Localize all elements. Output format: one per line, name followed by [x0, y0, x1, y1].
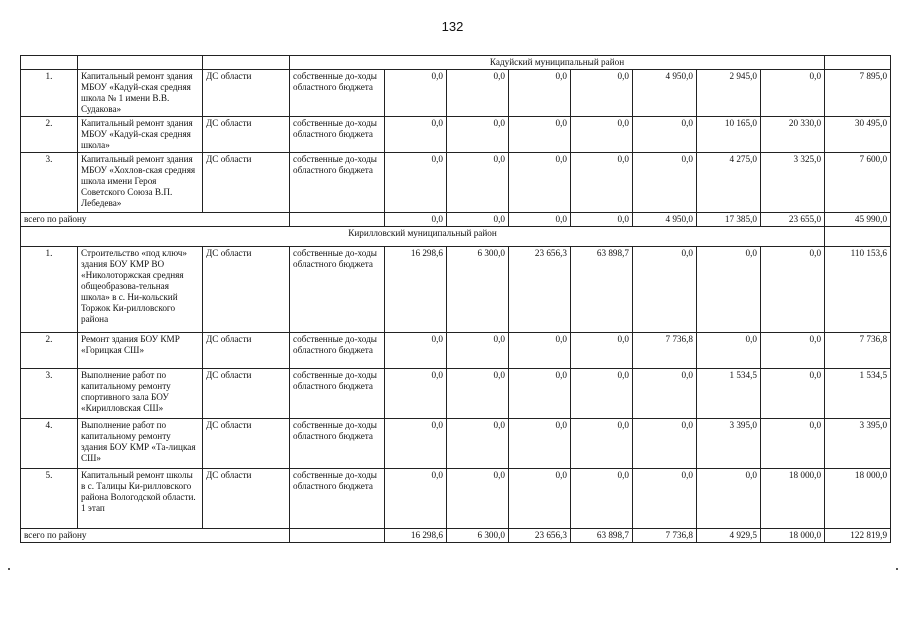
value-cell: 18 000,0: [825, 469, 891, 529]
value-cell: 0,0: [509, 117, 571, 153]
total-cell: 45 990,0: [825, 213, 891, 227]
value-cell: 0,0: [509, 153, 571, 213]
funding-source: собственные до-ходы областного бюджета: [290, 247, 385, 333]
value-cell: 0,0: [385, 419, 447, 469]
value-cell: 7 895,0: [825, 70, 891, 117]
district-total-row: [21, 213, 891, 227]
value-cell: 1 534,5: [697, 369, 761, 419]
object-name: Капитальный ремонт здания МБОУ «Кадуй-ская средняя школа № 1 имени В.В. Судакова»: [78, 70, 203, 117]
value-cell: 1 534,5: [825, 369, 891, 419]
total-cell: 0,0: [447, 213, 509, 227]
value-cell: 0,0: [509, 419, 571, 469]
total-cell: 17 385,0: [697, 213, 761, 227]
row-number: 2.: [21, 117, 78, 153]
budget-table: [20, 55, 891, 543]
value-cell: 3 395,0: [697, 419, 761, 469]
customer: ДС области: [203, 419, 290, 469]
value-cell: 0,0: [447, 469, 509, 529]
row-number: 1.: [21, 247, 78, 333]
value-cell: 110 153,6: [825, 247, 891, 333]
value-cell: 0,0: [385, 369, 447, 419]
value-cell: 0,0: [633, 419, 697, 469]
total-cell: 0,0: [571, 213, 633, 227]
value-cell: 0,0: [633, 247, 697, 333]
total-cell: 0,0: [509, 213, 571, 227]
funding-source: собственные до-ходы областного бюджета: [290, 70, 385, 117]
value-cell: 0,0: [385, 153, 447, 213]
table-row: [21, 419, 891, 469]
district-name: Кадуйский муниципальный район: [290, 56, 825, 70]
value-cell: 7 600,0: [825, 153, 891, 213]
district-name: Кирилловский муниципальный район: [21, 227, 825, 247]
value-cell: 0,0: [761, 247, 825, 333]
value-cell: 0,0: [447, 419, 509, 469]
total-cell: 63 898,7: [571, 529, 633, 543]
table-row: [21, 247, 891, 333]
object-name: Ремонт здания БОУ КМР «Горицкая СШ»: [78, 333, 203, 369]
total-cell: 23 655,0: [761, 213, 825, 227]
funding-source: собственные до-ходы областного бюджета: [290, 117, 385, 153]
value-cell: 0,0: [509, 333, 571, 369]
object-name: Капитальный ремонт здания МБОУ «Хохлов-ская средняя школа имени Героя Советского Союза В.П. Лебедева»: [78, 153, 203, 213]
total-cell: 0,0: [385, 213, 447, 227]
row-number: 5.: [21, 469, 78, 529]
value-cell: 0,0: [571, 333, 633, 369]
total-label: всего по району: [21, 529, 290, 543]
value-cell: 23 656,3: [509, 247, 571, 333]
table-row: [21, 469, 891, 529]
value-cell: 0,0: [761, 333, 825, 369]
value-cell: 30 495,0: [825, 117, 891, 153]
customer: ДС области: [203, 247, 290, 333]
row-number: 3.: [21, 153, 78, 213]
customer: ДС области: [203, 369, 290, 419]
value-cell: 0,0: [385, 70, 447, 117]
value-cell: 20 330,0: [761, 117, 825, 153]
value-cell: 0,0: [447, 153, 509, 213]
table-row: [21, 333, 891, 369]
value-cell: 63 898,7: [571, 247, 633, 333]
value-cell: 0,0: [385, 333, 447, 369]
district-header-row: [21, 227, 891, 247]
value-cell: 0,0: [697, 469, 761, 529]
table-row: [21, 70, 891, 117]
value-cell: 7 736,8: [825, 333, 891, 369]
value-cell: 18 000,0: [761, 469, 825, 529]
value-cell: 0,0: [633, 469, 697, 529]
row-number: 4.: [21, 419, 78, 469]
value-cell: 0,0: [571, 419, 633, 469]
value-cell: 0,0: [571, 70, 633, 117]
district-header-row: [21, 56, 891, 70]
value-cell: 0,0: [633, 369, 697, 419]
table-row: [21, 369, 891, 419]
total-cell: 7 736,8: [633, 529, 697, 543]
value-cell: 16 298,6: [385, 247, 447, 333]
value-cell: 0,0: [697, 247, 761, 333]
row-number: 2.: [21, 333, 78, 369]
value-cell: 0,0: [571, 117, 633, 153]
value-cell: 10 165,0: [697, 117, 761, 153]
table-row: [21, 117, 891, 153]
funding-source: собственные до-ходы областного бюджета: [290, 153, 385, 213]
value-cell: 0,0: [761, 70, 825, 117]
value-cell: 3 325,0: [761, 153, 825, 213]
customer: ДС области: [203, 70, 290, 117]
customer: ДС области: [203, 117, 290, 153]
table-row: [21, 153, 891, 213]
funding-source: собственные до-ходы областного бюджета: [290, 469, 385, 529]
district-total-row: [21, 529, 891, 543]
value-cell: 3 395,0: [825, 419, 891, 469]
row-number: 1.: [21, 70, 78, 117]
total-cell: 4 929,5: [697, 529, 761, 543]
value-cell: 4 275,0: [697, 153, 761, 213]
funding-source: собственные до-ходы областного бюджета: [290, 333, 385, 369]
value-cell: 7 736,8: [633, 333, 697, 369]
total-label: всего по району: [21, 213, 290, 227]
value-cell: 0,0: [509, 369, 571, 419]
row-number: 3.: [21, 369, 78, 419]
customer: ДС области: [203, 469, 290, 529]
value-cell: 0,0: [447, 117, 509, 153]
object-name: Строительство «под ключ» здания БОУ КМР ВО «Николоторжская средняя общеобразова-тельная школа» в с. Ни-кольский Торжок Ки-рилловского района: [78, 247, 203, 333]
scan-mark: [8, 568, 10, 570]
value-cell: 0,0: [385, 469, 447, 529]
page-number: 132: [441, 19, 464, 34]
scan-mark: [896, 568, 898, 570]
value-cell: 2 945,0: [697, 70, 761, 117]
value-cell: 0,0: [385, 117, 447, 153]
value-cell: 0,0: [633, 153, 697, 213]
total-cell: 6 300,0: [447, 529, 509, 543]
value-cell: 0,0: [571, 469, 633, 529]
value-cell: 0,0: [571, 369, 633, 419]
funding-source: собственные до-ходы областного бюджета: [290, 419, 385, 469]
value-cell: 0,0: [633, 117, 697, 153]
value-cell: 0,0: [761, 369, 825, 419]
customer: ДС области: [203, 333, 290, 369]
object-name: Выполнение работ по капитальному ремонту спортивного зала БОУ «Кирилловская СШ»: [78, 369, 203, 419]
object-name: Капитальный ремонт здания МБОУ «Кадуй-ская средняя школа»: [78, 117, 203, 153]
object-name: Капитальный ремонт школы в с. Талицы Ки-рилловского района Вологодской области. 1 этап: [78, 469, 203, 529]
customer: ДС области: [203, 153, 290, 213]
total-cell: 16 298,6: [385, 529, 447, 543]
value-cell: 0,0: [447, 369, 509, 419]
value-cell: 0,0: [761, 419, 825, 469]
object-name: Выполнение работ по капитальному ремонту здания БОУ КМР «Та-лицкая СШ»: [78, 419, 203, 469]
value-cell: 0,0: [447, 70, 509, 117]
value-cell: 0,0: [571, 153, 633, 213]
total-cell: 4 950,0: [633, 213, 697, 227]
value-cell: 0,0: [697, 333, 761, 369]
total-cell: 18 000,0: [761, 529, 825, 543]
funding-source: собственные до-ходы областного бюджета: [290, 369, 385, 419]
value-cell: 6 300,0: [447, 247, 509, 333]
total-cell: 23 656,3: [509, 529, 571, 543]
value-cell: 0,0: [509, 469, 571, 529]
value-cell: 0,0: [447, 333, 509, 369]
total-cell: 122 819,9: [825, 529, 891, 543]
value-cell: 0,0: [509, 70, 571, 117]
value-cell: 4 950,0: [633, 70, 697, 117]
